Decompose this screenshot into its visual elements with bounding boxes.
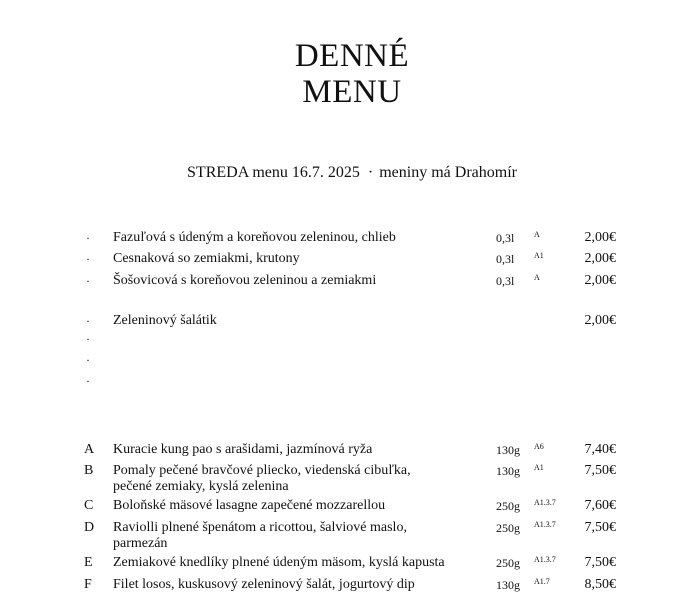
dish-quantity: 0,3l — [496, 231, 515, 245]
menu-subtitle — [0, 164, 696, 182]
dish-allergens: A — [534, 273, 540, 282]
dish-quantity: 250g — [496, 521, 520, 535]
dish-allergens: A1.7 — [534, 577, 550, 586]
row-marker: · — [86, 374, 90, 388]
dish-allergens: A1.3.7 — [534, 520, 556, 529]
dish-name: Filet losos, kuskusový zeleninový šalát, jogurtový dip — [113, 577, 415, 592]
dish-letter: D — [84, 520, 95, 535]
dish-letter: C — [84, 498, 94, 513]
dish-name — [113, 520, 473, 552]
row-marker: · — [86, 332, 90, 346]
row-marker: · — [86, 314, 90, 328]
dish-allergens: A1.3.7 — [534, 555, 556, 564]
dish-quantity: 130g — [496, 443, 520, 457]
subtitle-separator: · — [367, 164, 374, 181]
dish-quantity: 250g — [496, 499, 520, 513]
dish-name: Fazuľová s údeným a koreňovou zeleninou, chlieb — [113, 230, 396, 245]
dish-price: 7,40€ — [584, 442, 616, 457]
dish-name: Zeleninový šalátik — [113, 313, 217, 328]
dish-name: Cesnaková so zemiakmi, krutony — [113, 251, 300, 266]
dish-price: 2,00€ — [584, 313, 616, 328]
dish-allergens: A1.3.7 — [534, 498, 556, 507]
dish-price: 7,50€ — [584, 520, 616, 535]
dish-quantity: 0,3l — [496, 252, 515, 266]
menu-title — [0, 38, 696, 110]
dish-price: 2,00€ — [584, 273, 616, 288]
dish-name — [113, 463, 473, 495]
dish-price: 7,50€ — [584, 463, 616, 478]
dish-quantity: 250g — [496, 556, 520, 570]
dish-price: 2,00€ — [584, 230, 616, 245]
dish-name-line2: pečené zemiaky, kyslá zelenina — [113, 479, 289, 494]
dish-letter: E — [84, 555, 93, 570]
dish-name: Boloňské mäsové lasagne zapečené mozzarellou — [113, 498, 386, 513]
menu-title-line2: MENU — [302, 74, 402, 110]
dish-price: 2,00€ — [584, 251, 616, 266]
dish-name-line1: Raviolli plnené špenátom a ricottou, šalviové maslo, — [113, 520, 407, 535]
row-marker: · — [86, 353, 90, 367]
dish-letter: F — [84, 577, 92, 592]
menu-title-line1: DENNÉ — [294, 38, 410, 74]
day-menu-label: STREDA menu 16.7. 2025 — [187, 164, 360, 181]
dish-letter: A — [84, 442, 95, 457]
dish-name-line1: Pomaly pečené bravčové pliecko, viedenská cibuľka, — [113, 463, 411, 478]
dish-letter: B — [84, 463, 94, 478]
row-marker: · — [86, 252, 90, 266]
dish-price: 8,50€ — [584, 577, 616, 592]
dish-allergens: A6 — [534, 442, 544, 451]
dish-allergens: A1 — [534, 251, 544, 260]
dish-name: Šošovicová s koreňovou zeleninou a zemiakmi — [113, 273, 377, 288]
dish-allergens: A — [534, 230, 540, 239]
dish-price: 7,50€ — [584, 555, 616, 570]
dish-quantity: 130g — [496, 578, 520, 592]
dish-quantity: 0,3l — [496, 274, 515, 288]
nameday-label: meniny má Drahomír — [379, 164, 517, 181]
dish-price: 7,60€ — [584, 498, 616, 513]
dish-name-line2: parmezán — [113, 536, 168, 551]
dish-quantity: 130g — [496, 464, 520, 478]
row-marker: · — [86, 231, 90, 245]
dish-name: Zemiakové knedlíky plnené údeným mäsom, kyslá kapusta — [113, 555, 445, 570]
dish-name: Kuracie kung pao s arašidami, jazmínová ryža — [113, 442, 373, 457]
row-marker: · — [86, 274, 90, 288]
dish-allergens: A1 — [534, 463, 544, 472]
